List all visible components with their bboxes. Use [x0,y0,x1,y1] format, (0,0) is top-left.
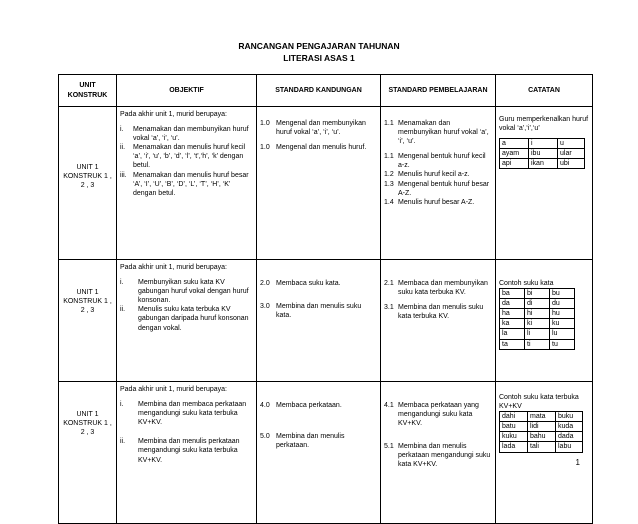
objektif-cell [117,107,257,260]
catatan-text: Guru memperkenalkan huruf vokal ‘a’,‘i’,‘u’ [499,116,589,133]
objektif-cell [117,260,257,382]
list-item: 2.1 Membaca dan membunyikan suku kata terbuka KV. [384,280,488,297]
list-item: ii. Menulis suku kata terbuka KV gabungan daripada huruf konsonan dengan vokal. [120,306,249,332]
unit-cell: UNIT 1 KONSTRUK 1 , 2 , 3 [59,107,117,260]
list-item: ii. Membina dan menulis perkataan mengandungi suku kata terbuka KV+KV. [120,438,240,464]
list-item: 1.3 Mengenal bentuk huruf besar A-Z. [384,180,490,197]
header-catatan: CATATAN [496,75,593,107]
catatan-cell [496,260,593,382]
header-standard-pembelajaran: STANDARD PEMBELAJARAN [381,75,496,107]
list-item: 2.0 Membaca suku kata. [260,280,341,287]
list-item: 3.1 Membina dan menulis suku kata terbuka KV. [384,304,484,321]
standard-pembelajaran-cell [381,260,496,382]
objektif-intro: Pada akhir unit 1, murid berupaya: [120,386,228,393]
list-item: iii. Menamakan dan menulis huruf besar ‘A’, ‘I’, ‘U’, ‘B’, ‘D’, ‘L’, ‘T’, ‘H’, ‘K’ dengan betul. [120,171,249,197]
catatan-text: Contoh suku kata [499,280,554,287]
header-standard-kandungan: STANDARD KANDUNGAN [257,75,381,107]
standard-kandungan-cell [257,107,381,260]
list-item: 5.1 Membina dan menulis perkataan mengandungi suku kata KV+KV. [384,443,491,469]
document-subtitle: LITERASI ASAS 1 [283,53,355,63]
table-row [59,107,593,260]
list-item: 1.2 Menulis huruf kecil a-z. [384,171,470,179]
standard-pembelajaran-cell [381,107,496,260]
list-item: i. Membina dan membaca perkataan mengandungi suku kata terbuka KV+KV. [120,401,247,427]
list-item: 1.1 Mengenal bentuk huruf kecil a-z. [384,153,486,170]
document-title: RANCANGAN PENGAJARAN TAHUNAN [238,41,400,51]
list-item: i. Membunyikan suku kata KV gabungan huruf vokal dengan huruf konsonan. [120,279,249,305]
list-item: 1.4 Menulis huruf besar A-Z. [384,198,475,206]
unit-cell: UNIT 1 KONSTRUK 1 , 2 , 3 [59,382,117,524]
standard-kandungan-cell [257,260,381,382]
catatan-cell [496,107,593,260]
objektif-intro: Pada akhir unit 1, murid berupaya: [120,264,228,271]
list-item: 1.1 Menamakan dan membunyikan huruf vokal ‘a’, ‘i’, ‘u’. [384,120,489,146]
list-item: 1.0 Mengenal dan menulis huruf. [260,144,367,152]
list-item: 3.0 Membina dan menulis suku kata. [260,303,362,320]
example-table: ba bi bu da di du ha hi hu ka ki ku la li lu ta ti tu [499,288,575,350]
page-number: 1 [575,458,580,467]
header-unit: UNIT KONSTRUK [59,75,117,107]
example-table: a i u ayam ibu ular api ikan ubi [499,138,585,169]
objektif-intro: Pada akhir unit 1, murid berupaya: [120,111,228,118]
list-item: ii. Menamakan dan menulis huruf kecil ‘a’, ‘i’, ‘u’, ‘b’, ‘d’, ‘l’, ‘t’,‘h’, ‘k’ dengan betul. [120,144,246,170]
catatan-cell [496,382,593,524]
catatan-text: Contoh suku kata terbuka KV+KV [499,394,579,411]
header-objektif: OBJEKTIF [117,75,257,107]
table-header-row [59,75,593,107]
standard-pembelajaran-cell [381,382,496,524]
table-row [59,382,593,524]
objektif-cell [117,382,257,524]
list-item: i. Menamakan dan membunyikan huruf vokal ‘a’, ‘i’, ‘u’. [120,126,249,143]
list-item: 1.0 Mengenal dan membunyikan huruf vokal ‘a’, ‘i’, ‘u’. [260,120,366,137]
table-row [59,260,593,382]
unit-cell: UNIT 1 KONSTRUK 1 , 2 , 3 [59,260,117,382]
example-table: dahi mata buku batu lidi kuda kuku bahu dada lada tali labu [499,411,583,452]
list-item: 4.0 Membaca perkataan. [260,402,342,409]
list-item: 5.0 Membina dan menulis perkataan. [260,433,345,450]
list-item: 4.1 Membaca perkataan yang mengandungi suku kata KV+KV. [384,402,479,428]
rpt-table [58,74,593,524]
standard-kandungan-cell [257,382,381,524]
